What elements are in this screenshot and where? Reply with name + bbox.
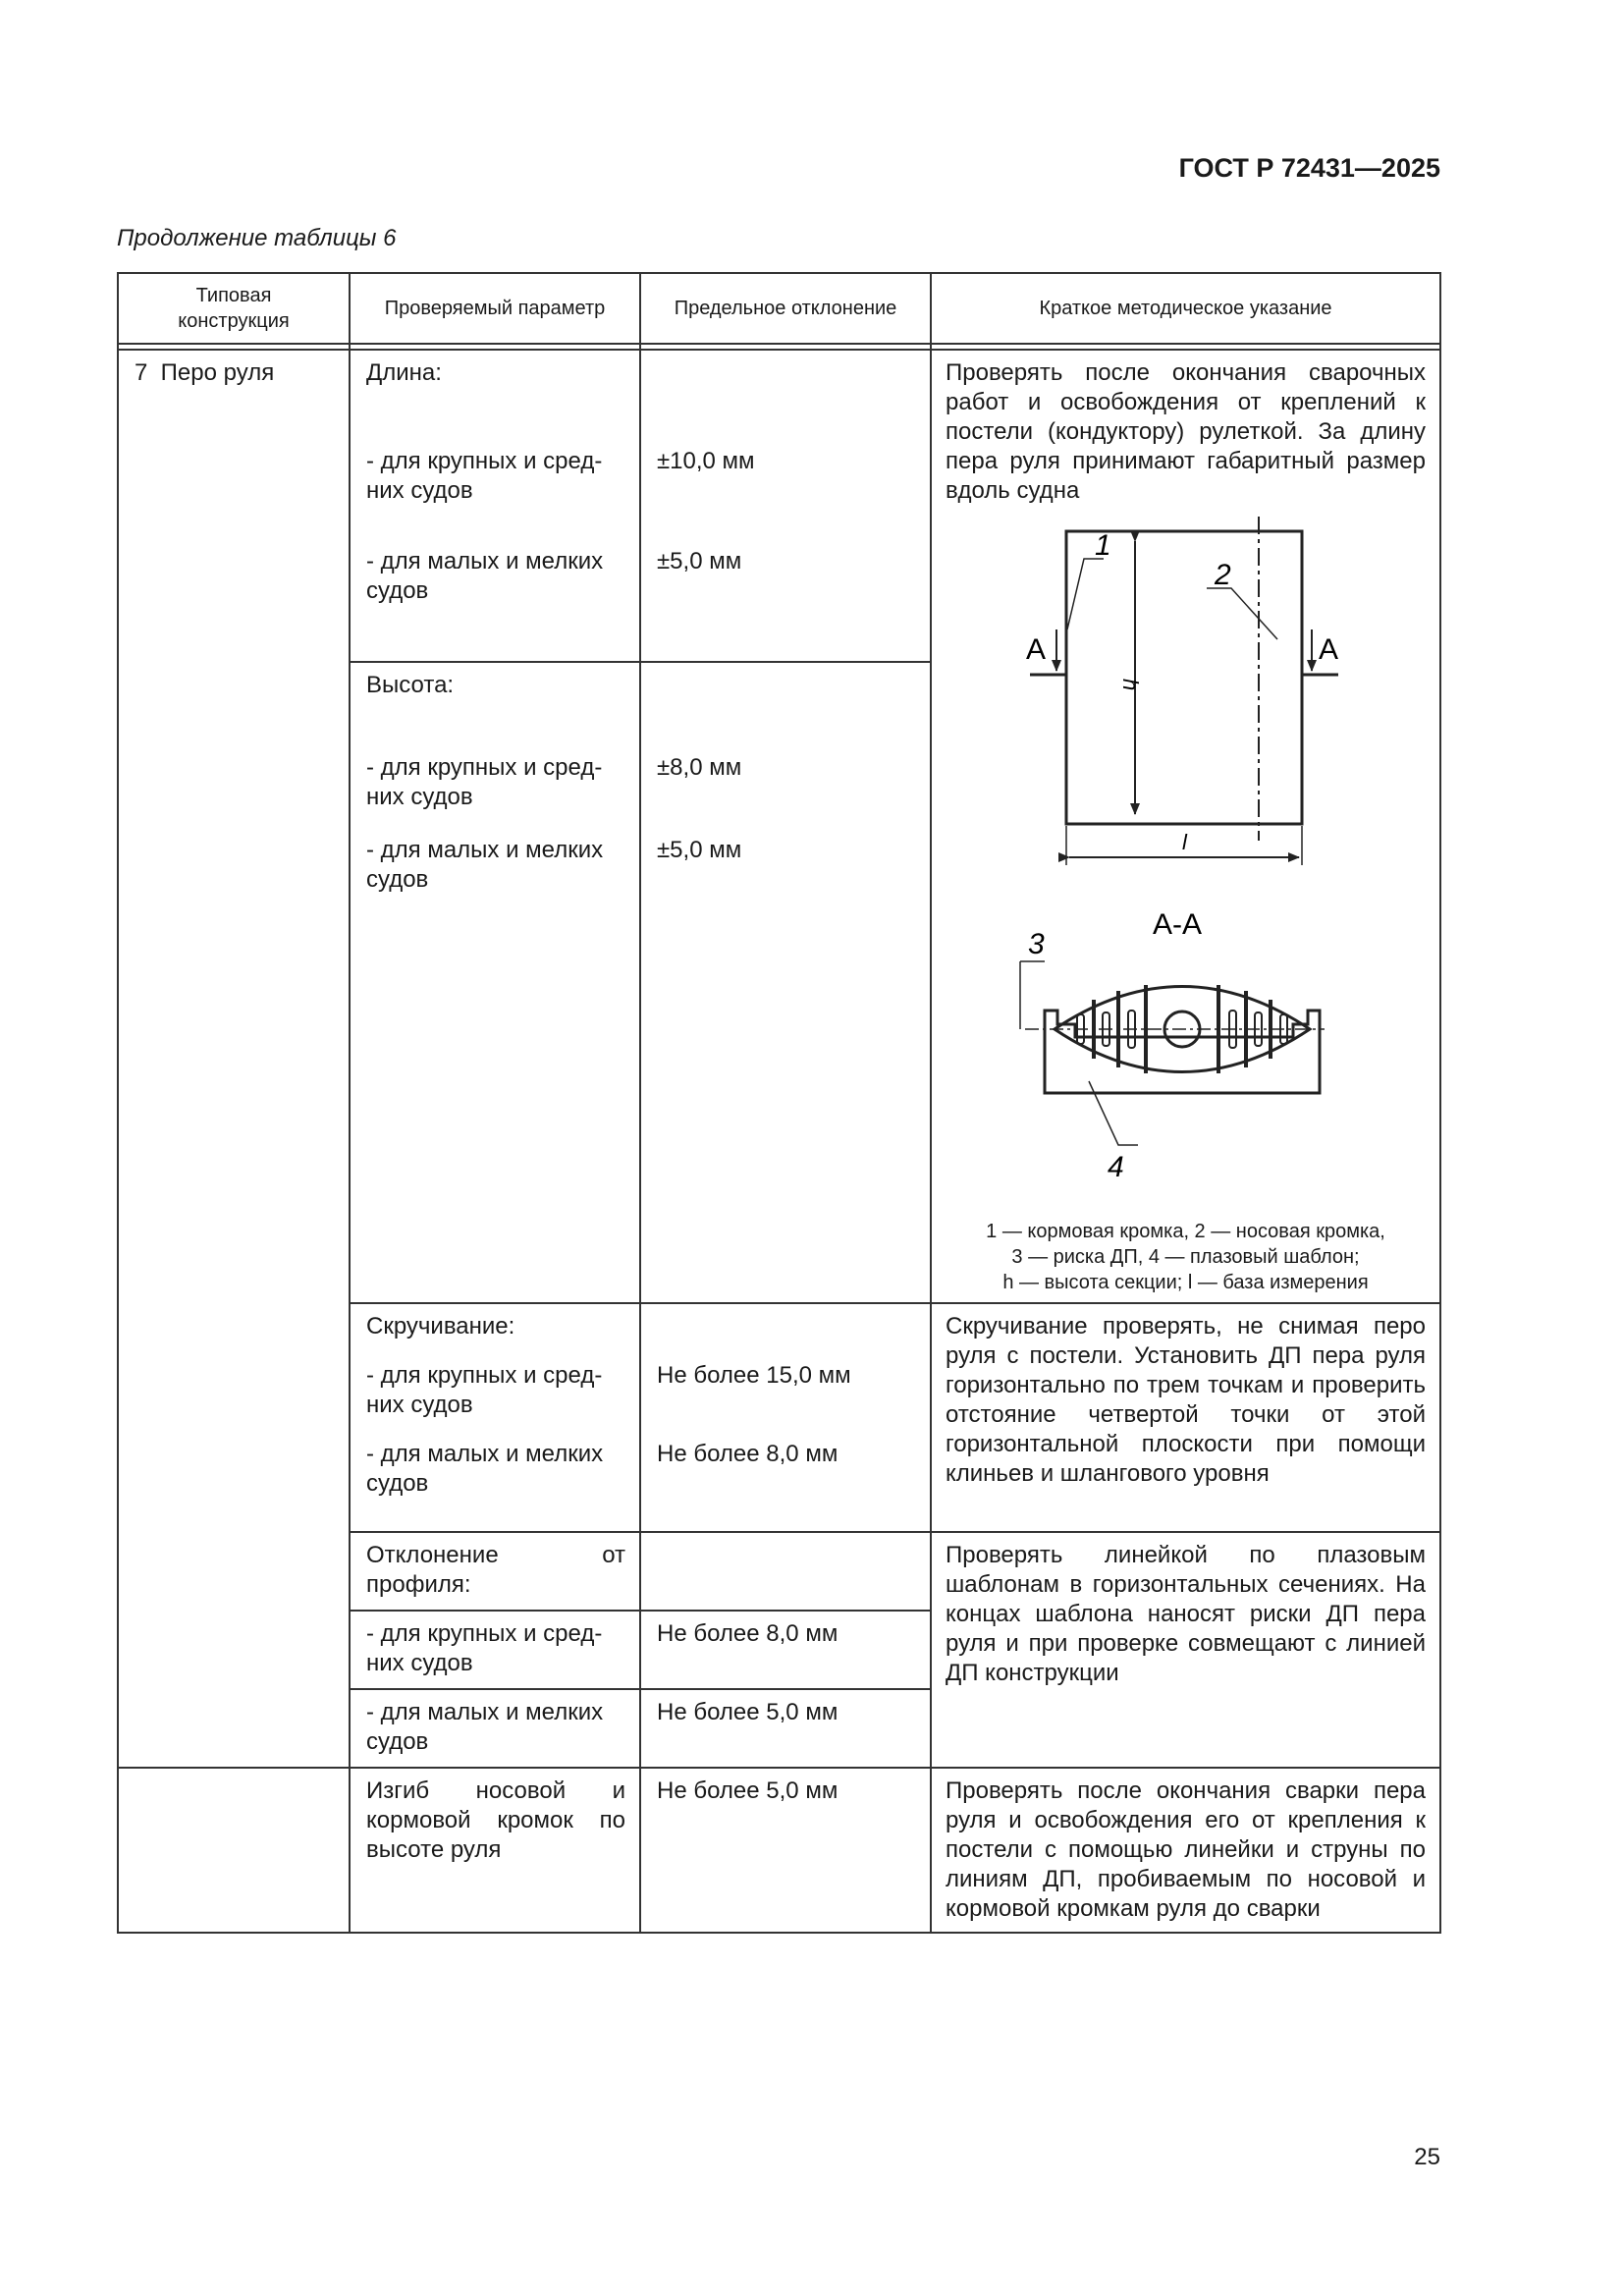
note-cell: [931, 1768, 1440, 1933]
param-title: Скручивание:: [366, 1313, 515, 1339]
param-title: Длина:: [366, 359, 442, 386]
param-cell: [350, 1303, 640, 1532]
param-line: судов: [366, 1470, 429, 1497]
section-mark-left: A: [1026, 633, 1047, 666]
column-header: Типовая конструкция: [118, 273, 350, 344]
column-header: Краткое методическое указание: [931, 273, 1440, 344]
dim-h-label: h: [1118, 679, 1143, 691]
dim-l-label: l: [1182, 830, 1187, 854]
param-title: Изгиб носовой и кормовой кромок по высоте руля: [366, 1777, 625, 1863]
method-note: Проверять линейкой по плазовым шаблонам в горизонтальных сечениях. На концах шаблона наносят риски ДП пера руля и при проверке совмещают с линией ДП конструкции: [946, 1542, 1426, 1686]
param-line: - для малых и мелких: [366, 1699, 604, 1725]
plaz-template: [1045, 1011, 1320, 1093]
section-mark-right: A: [1319, 633, 1339, 666]
table-row: [118, 350, 1440, 662]
rudder-figure: [932, 512, 1437, 1219]
note-cell: [931, 1303, 1440, 1532]
param-cell: [350, 662, 640, 1303]
param-line: них судов: [366, 1392, 473, 1418]
callout-4: 4: [1108, 1151, 1124, 1183]
legend-line: 1 — кормовая кромка, 2 — носовая кромка,: [986, 1221, 1385, 1242]
param-line: - для малых и мелких: [366, 548, 604, 574]
param-line: них судов: [366, 1650, 473, 1676]
legend-line: 3 — риска ДП, 4 — плазовый шаблон;: [1011, 1246, 1360, 1268]
value-cell: [640, 1532, 931, 1611]
value-cell: [640, 350, 931, 662]
param-line: судов: [366, 866, 429, 893]
param-line: - для крупных и сред-: [366, 1362, 603, 1389]
page-number: 25: [1414, 2144, 1440, 2170]
param-line: - для малых и мелких: [366, 837, 604, 863]
value-cell: [640, 1611, 931, 1689]
tolerance-value: Не более 5,0 мм: [657, 1699, 839, 1725]
figure-legend: [932, 1219, 1439, 1301]
value-cell: [640, 1689, 931, 1768]
tolerance-value: ±8,0 мм: [657, 754, 742, 781]
inspection-table: [117, 272, 1441, 1934]
param-line: - для крупных и сред-: [366, 1620, 603, 1647]
param-cell: [350, 350, 640, 662]
param-line: судов: [366, 577, 429, 604]
value-cell: [640, 1768, 931, 1933]
method-note: Скручивание проверять, не снимая перо руля с постели. Установить ДП пера руля горизонтально по трем точкам и проверить отстояние четвертой точки от этой горизонтальной плоскости при помощи клиньев и шлангового уровня: [946, 1313, 1426, 1487]
note-cell: [931, 1532, 1440, 1768]
tolerance-value: Не более 5,0 мм: [657, 1777, 839, 1804]
value-cell: [640, 662, 931, 1303]
callout-2: 2: [1215, 559, 1231, 591]
method-note: Проверять после окончания сварки пера руля и освобождения его от крепления к постели с помощью линейки и струны по линиям ДП, пробиваемым по носовой и кормовой кромкам руля до сварки: [946, 1777, 1426, 1922]
tolerance-value: Не более 8,0 мм: [657, 1441, 839, 1467]
table-row: [118, 1768, 1440, 1933]
note-cell: [931, 350, 1440, 1303]
table-header-row: [118, 273, 1440, 344]
param-line: них судов: [366, 477, 473, 504]
value-cell: [640, 1303, 931, 1532]
param-cell: [350, 1532, 640, 1611]
param-cell: [350, 1768, 640, 1933]
tolerance-value: ±5,0 мм: [657, 837, 742, 863]
param-line: - для крупных и сред-: [366, 754, 603, 781]
tolerance-value: ±10,0 мм: [657, 448, 755, 474]
method-note: Проверять после окончания сварочных работ и освобождения от креплений к постели (кондуктору) рулеткой. За длину пера руля принимают габаритный размер вдоль судна: [946, 359, 1426, 504]
tolerance-value: Не более 15,0 мм: [657, 1362, 851, 1389]
tolerance-value: ±5,0 мм: [657, 548, 742, 574]
callout-1: 1: [1095, 529, 1111, 562]
standard-number: ГОСТ Р 72431—2025: [1178, 153, 1440, 183]
column-header: Предельное отклонение: [640, 273, 931, 344]
param-line: них судов: [366, 784, 473, 810]
param-line: - для малых и мелких: [366, 1441, 604, 1467]
tolerance-value: Не более 8,0 мм: [657, 1620, 839, 1647]
param-line: - для крупных и сред-: [366, 448, 603, 474]
rudder-outline: [1066, 531, 1302, 824]
callout-3: 3: [1028, 928, 1045, 960]
column-header: Проверяемый параметр: [350, 273, 640, 344]
construction-cell: [118, 350, 350, 1768]
param-title: Отклонение от профиля:: [366, 1542, 625, 1598]
table-caption: Продолжение таблицы 6: [117, 225, 397, 251]
legend-line: h — высота секции; l — база измерения: [1002, 1272, 1369, 1293]
section-title: A-A: [1153, 908, 1203, 941]
param-cell: [350, 1611, 640, 1689]
construction-name: 7 Перо руля: [135, 359, 275, 386]
param-line: судов: [366, 1728, 429, 1755]
param-cell: [350, 1689, 640, 1768]
construction-cell-cont: [118, 1768, 350, 1933]
param-title: Высота:: [366, 672, 455, 698]
